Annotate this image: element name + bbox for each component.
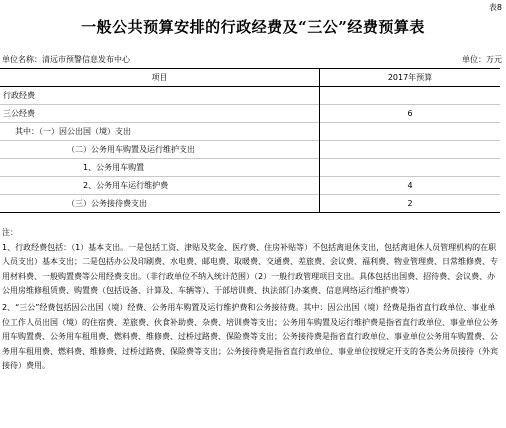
table-row — [0, 141, 500, 159]
table-row — [0, 159, 500, 177]
sheet-number-label: 表8 — [488, 3, 502, 12]
row-item-cell[interactable]: （三）公务接待费支出 — [0, 195, 320, 213]
table-row — [0, 123, 500, 141]
table-row — [0, 105, 500, 123]
row-value-cell[interactable]: 4 — [407, 181, 413, 190]
row-item-cell[interactable]: 行政经费 — [0, 87, 320, 105]
budget-table — [0, 68, 500, 213]
row-value-cell[interactable] — [320, 159, 501, 177]
page-title: 一般公共预算安排的行政经费及“三公”经费预算表 — [81, 18, 425, 36]
table-header-row — [0, 69, 500, 87]
notes-paragraph-1: 1、行政经费包括：（1）基本支出。一是包括工资、津贴及奖金、医疗费、住房补贴等）不包括离退休支出，包括离退休人员管理机构的在职人员支出）基本支出；二是包括办公及印刷费、水电费、邮电费、取暖费、交通费、差旅费、会议费、福利费、物业管理费、日常维修费、专用材料费、一般购置费等公用经费支出。（非行政单位不纳入统计范围）（2）一般行政管理项目支出。具体包括出国费、招待费、会议费、办公用房维修租赁费、购置费（包括设备、计算及、车辆等）、干部培训费、执法部门办案费、信息网络运行维护费等） — [2, 242, 498, 296]
row-value-cell[interactable]: 2 — [407, 199, 413, 208]
notes-label: 注： — [2, 228, 18, 237]
row-value-cell[interactable] — [320, 87, 501, 105]
table-row — [0, 87, 500, 105]
row-value-cell[interactable] — [320, 141, 501, 159]
table-row — [0, 195, 500, 213]
row-item-cell[interactable]: 其中：（一）因公出国（境）支出 — [0, 123, 320, 141]
row-item-cell[interactable]: 1、公务用车购置 — [0, 159, 320, 177]
notes-section — [2, 226, 500, 374]
unit-measure-label: 单位：万元 — [462, 55, 502, 64]
row-item-cell[interactable]: 三公经费 — [0, 105, 320, 123]
unit-name-label: 单位名称：清远市预警信息发布中心 — [2, 55, 130, 64]
column-header-item[interactable]: 项目 — [0, 69, 320, 87]
notes-paragraph-2: 2、“三公”经费包括因公出国（境）经费、公务用车购置及运行维护费和公务接待费。其中：因公出国（境）经费是指省直行政单位、事业单位工作人员出国（境）的住宿费、差旅费、伙食补助费、杂费、培训费等支出；公务用车购置及运行维护费是指省直行政单位、事业单位公务用车购置费、公务用车租用费、燃料费、维修费、过桥过路费、保险费等支出；公务接待费是指省直行政单位、事业单位公务用车购置费、公务用车租用费、燃料费、维修费、过桥过路费、保险费等支出；公务接待费是指省直行政单位、事业单位按规定开支的各类公务员接待（外宾接待）费用。 — [2, 302, 498, 371]
row-value-cell[interactable]: 6 — [407, 109, 413, 118]
row-item-cell[interactable]: 2、公务用车运行维护费 — [0, 177, 320, 195]
table-row — [0, 177, 500, 195]
row-value-cell[interactable] — [320, 123, 501, 141]
header-meta — [2, 54, 502, 66]
column-header-budget[interactable]: 2017年预算 — [320, 69, 501, 87]
row-item-cell[interactable]: （二）公务用车购置及运行维护支出 — [0, 141, 320, 159]
